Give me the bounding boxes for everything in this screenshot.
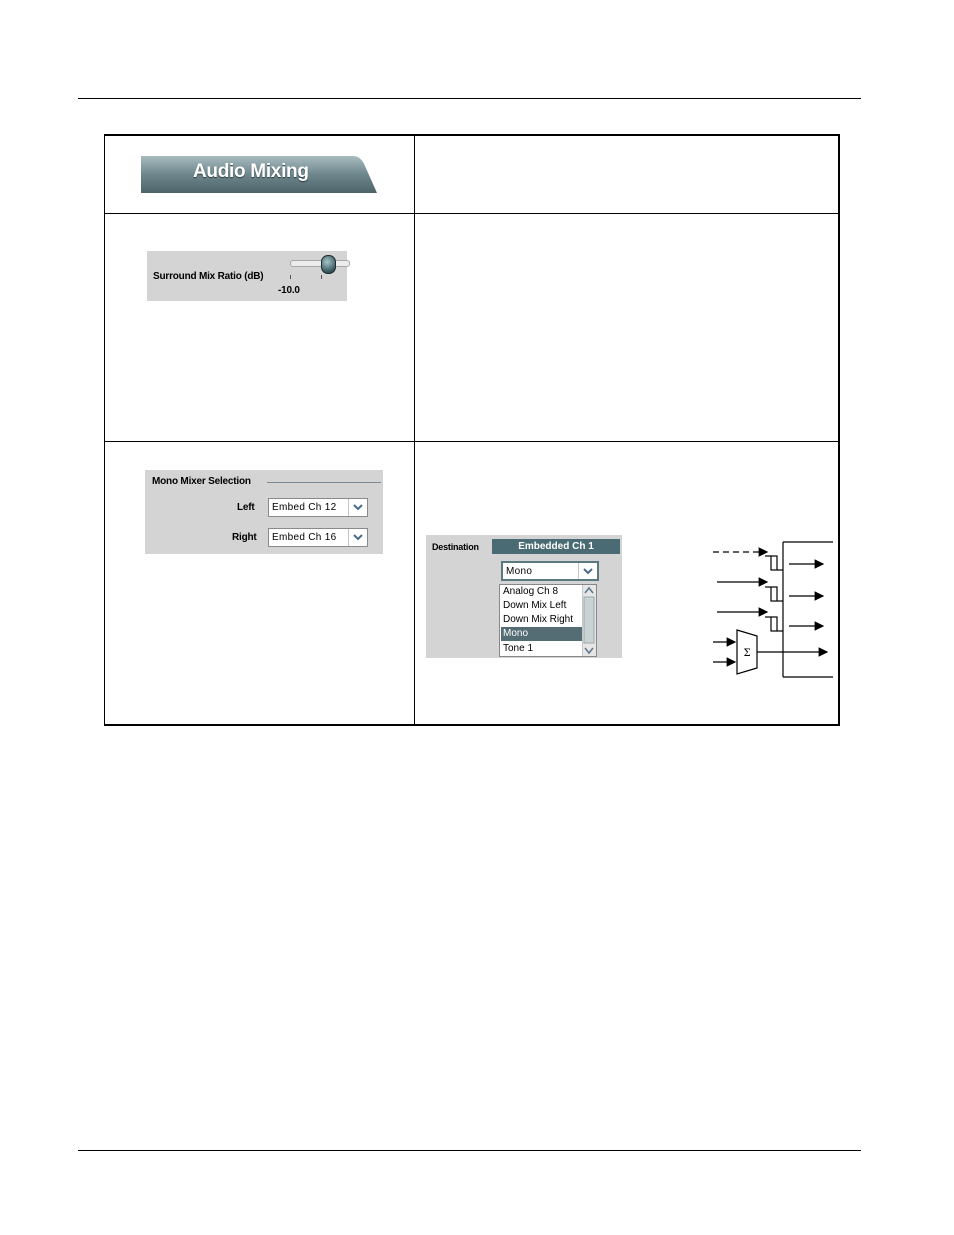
destination-source-select[interactable]: [501, 561, 599, 581]
mono-mixer-title: Mono Mixer Selection: [152, 476, 251, 487]
list-item[interactable]: Analog Ch 8: [503, 586, 559, 597]
table-row: [105, 136, 838, 214]
destination-options-list[interactable]: [499, 584, 597, 657]
chevron-down-icon[interactable]: [578, 563, 597, 579]
mono-mixer-panel: [145, 470, 383, 554]
group-divider: [267, 482, 381, 483]
right-channel-select[interactable]: [268, 528, 368, 547]
surround-mix-slider[interactable]: [290, 260, 350, 267]
destination-label: Destination: [432, 542, 479, 552]
right-label: Right: [232, 532, 257, 543]
right-channel-value: Embed Ch 16: [272, 532, 337, 543]
list-item[interactable]: Down Mix Left: [503, 600, 567, 611]
tab-label: Audio Mixing: [193, 161, 309, 182]
audio-mixing-tab[interactable]: [141, 156, 377, 193]
slider-tick: [321, 275, 322, 279]
left-channel-value: Embed Ch 12: [272, 502, 337, 513]
left-label: Left: [237, 502, 255, 513]
list-item[interactable]: Mono: [501, 627, 583, 641]
signal-flow-diagram: [701, 530, 841, 680]
list-scrollbar[interactable]: [582, 585, 596, 656]
slider-knob[interactable]: [321, 255, 336, 274]
sum-symbol: Σ: [743, 648, 751, 659]
header-rule: [78, 98, 861, 99]
chevron-down-icon[interactable]: [348, 499, 367, 516]
doc-table: [104, 134, 840, 726]
list-item[interactable]: Down Mix Right: [503, 614, 574, 625]
list-item[interactable]: Tone 1: [503, 643, 534, 654]
slider-tick: [290, 275, 291, 279]
surround-mix-panel: [147, 251, 347, 301]
destination-channel-header: Embedded Ch 1: [492, 539, 620, 554]
footer-rule: [78, 1150, 861, 1151]
table-row: [105, 442, 838, 726]
surround-mix-value: -10.0: [278, 285, 300, 296]
left-channel-select[interactable]: [268, 498, 368, 517]
chevron-down-icon[interactable]: [348, 529, 367, 546]
table-row: [105, 214, 838, 442]
destination-panel: [426, 535, 622, 658]
surround-mix-label: Surround Mix Ratio (dB): [153, 271, 264, 282]
destination-selected-value: Mono: [506, 566, 533, 577]
